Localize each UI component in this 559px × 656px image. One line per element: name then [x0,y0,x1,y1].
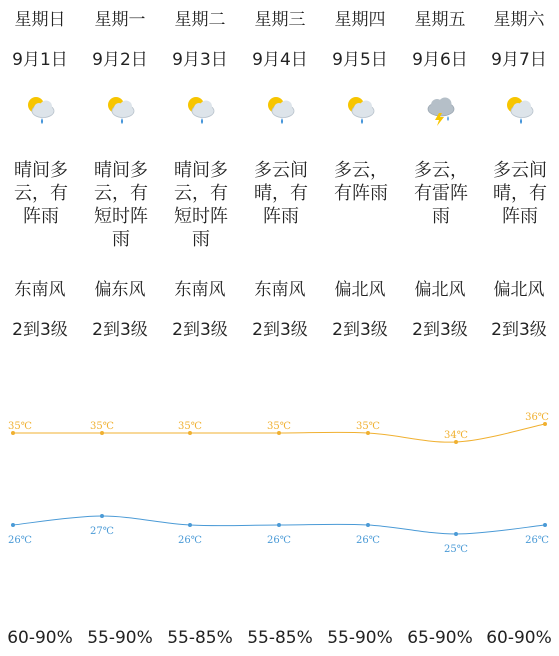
low-temp-point [11,523,15,527]
wind-level: 2到3级 [92,320,148,340]
date-label: 9月6日 [412,50,468,70]
date-label: 9月7日 [491,50,547,70]
humidity-range: 65-90% [407,628,473,648]
wind-direction: 偏北风 [493,280,545,300]
low-temp-point [188,523,192,527]
high-temp-label: 35℃ [356,421,380,432]
high-temp-label: 34℃ [444,430,468,441]
wind-level: 2到3级 [172,320,228,340]
low-temp-point [277,523,281,527]
humidity-range: 60-90% [486,628,552,648]
low-temp-label: 26℃ [267,535,291,546]
humidity-range: 55-90% [327,628,393,648]
wind-direction: 偏东风 [94,280,146,300]
weekday-label: 星期四 [334,10,386,30]
low-temp-label: 26℃ [178,535,202,546]
weather-description: 晴间多云，有阵雨 [14,160,68,227]
high-temp-label: 35℃ [267,421,291,432]
high-temp-label: 35℃ [90,421,114,432]
humidity-range: 55-85% [247,628,313,648]
humidity-range: 55-85% [167,628,233,648]
low-temp-label: 26℃ [8,535,32,546]
weather-description: 多云，有雷阵雨 [414,160,468,227]
weekday-label: 星期一 [94,10,146,30]
weather-description: 多云间晴，有阵雨 [493,160,547,227]
low-temp-label: 27℃ [90,526,114,537]
wind-level: 2到3级 [252,320,308,340]
wind-level: 2到3级 [332,320,388,340]
wind-direction: 东南风 [14,280,66,300]
low-temp-point [454,532,458,536]
humidity-range: 55-90% [87,628,153,648]
date-label: 9月4日 [252,50,308,70]
low-temp-label: 25℃ [444,544,468,555]
date-label: 9月1日 [12,50,68,70]
wind-direction: 东南风 [254,280,306,300]
weather-description: 晴间多云，有短时阵雨 [174,160,228,250]
humidity-range: 60-90% [7,628,73,648]
wind-level: 2到3级 [412,320,468,340]
weekday-label: 星期三 [254,10,306,30]
wind-direction: 偏北风 [334,280,386,300]
weather-description: 晴间多云，有短时阵雨 [94,160,148,250]
high-temp-label: 35℃ [178,421,202,432]
weekday-label: 星期二 [174,10,226,30]
high-temp-label: 35℃ [8,421,32,432]
date-label: 9月5日 [332,50,388,70]
low-temp-point [366,523,370,527]
wind-direction: 偏北风 [414,280,466,300]
wind-direction: 东南风 [174,280,226,300]
low-temp-point [543,523,547,527]
high-temp-label: 36℃ [525,412,549,423]
wind-level: 2到3级 [12,320,68,340]
weekday-label: 星期六 [493,10,545,30]
date-label: 9月2日 [92,50,148,70]
wind-level: 2到3级 [491,320,547,340]
weather-description: 多云间晴，有阵雨 [254,160,308,227]
high-temp-marks [8,412,549,444]
low-temp-label: 26℃ [356,535,380,546]
low-temp-label: 26℃ [525,535,549,546]
low-temp-point [100,514,104,518]
date-label: 9月3日 [172,50,228,70]
weekday-label: 星期日 [14,10,66,30]
low-temp-marks [8,514,549,555]
weekday-label: 星期五 [414,10,466,30]
weather-description: 多云，有阵雨 [334,160,388,204]
